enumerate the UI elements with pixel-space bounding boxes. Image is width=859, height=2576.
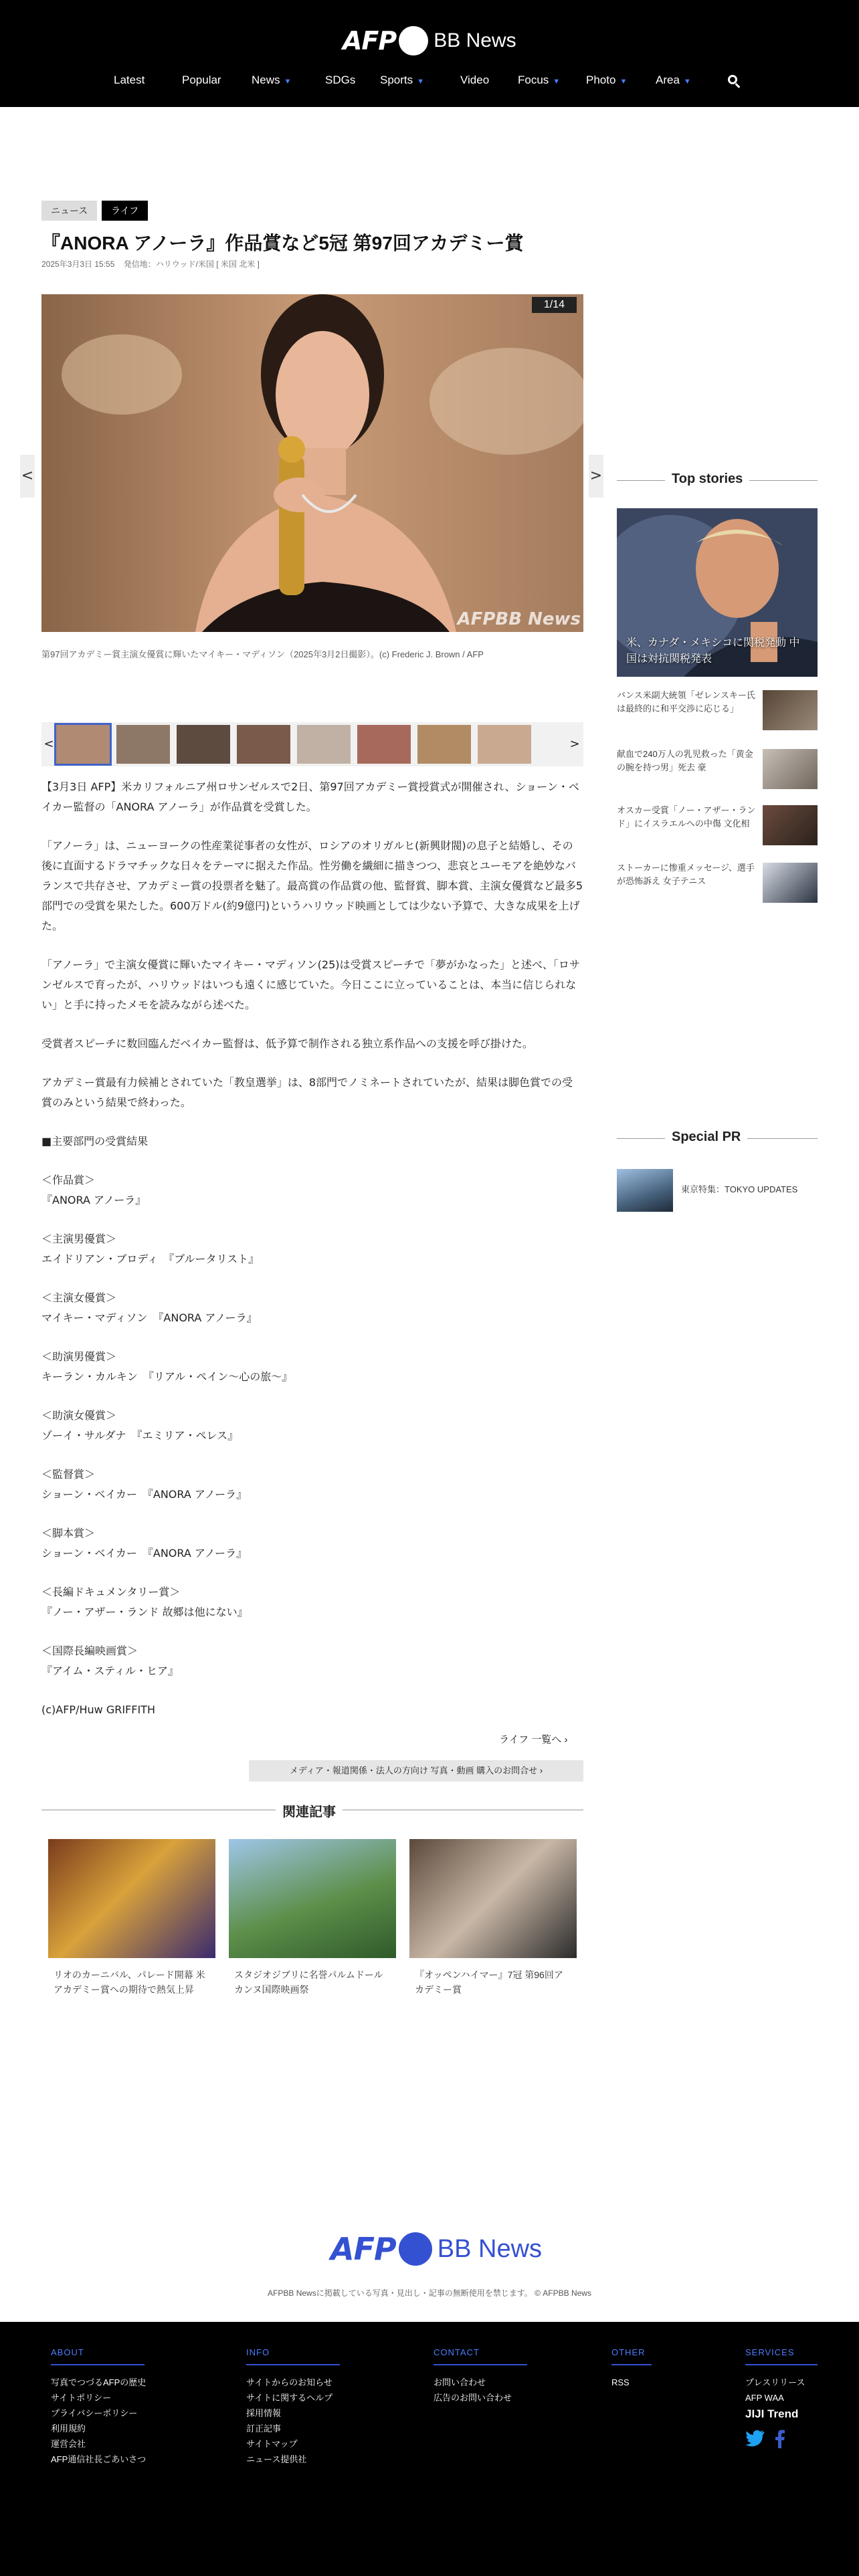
footer-logo-bb: BB News: [437, 2234, 543, 2263]
side-story[interactable]: [617, 804, 818, 848]
nav-latest[interactable]: [114, 74, 145, 87]
nav-sdgs[interactable]: [325, 74, 355, 87]
side-story-text: オスカー受賞「ノー・アザー・ランド」にイスラエルへの中傷 文化相: [617, 805, 756, 829]
chevron-down-icon: ▼: [619, 78, 628, 86]
footer-link[interactable]: 訂正記事: [246, 2424, 282, 2434]
top-stories-title: Top stories: [665, 471, 749, 487]
footer-link[interactable]: お問い合わせ: [434, 2377, 486, 2387]
main-photo[interactable]: [41, 294, 583, 632]
facebook-icon[interactable]: [775, 2430, 785, 2448]
award-winner: エイドリアン・ブロディ 『ブルータリスト』: [41, 1253, 260, 1265]
footer-col-contact: [434, 2347, 527, 2405]
footer-link[interactable]: 利用規約: [51, 2424, 86, 2434]
purchase-inquiry-button[interactable]: [249, 1760, 583, 1782]
nav-focus[interactable]: [518, 74, 560, 87]
top-story-card[interactable]: [617, 508, 818, 677]
footer-link[interactable]: サイトマップ: [246, 2439, 298, 2449]
article-credit: (c)AFP/Huw GRIFFITH: [41, 1703, 155, 1716]
award-category: ＜主演女優賞＞: [41, 1291, 117, 1304]
side-story-image: [763, 805, 818, 845]
thumbnail[interactable]: [478, 725, 531, 764]
footer-link[interactable]: AFP WAA: [745, 2393, 784, 2403]
thumb-prev-icon[interactable]: <: [43, 737, 54, 751]
footer-head: OTHER: [611, 2347, 652, 2365]
side-story-text: ストーカーに惨重メッセージ、選手が恐怖訴え 女子テニス: [617, 863, 755, 886]
nav-label: Focus: [518, 74, 549, 86]
thumbnail-strip: [41, 722, 583, 766]
award-winner: ショーン・ベイカー 『ANORA アノーラ』: [41, 1547, 248, 1560]
side-story-text: バンス米副大統領「ゼレンスキー氏は最終的に和平交渉に応じる」: [617, 690, 755, 714]
social-links: [745, 2430, 818, 2448]
site-header: [0, 0, 859, 107]
jiji-trend-link[interactable]: JIJI Trend: [745, 2407, 799, 2420]
award-category: ＜国際長編映画賞＞: [41, 1644, 138, 1657]
photo-counter: 1/14: [532, 297, 577, 313]
search-icon[interactable]: [728, 75, 737, 84]
award-category: ＜助演男優賞＞: [41, 1350, 117, 1363]
award-category: ＜作品賞＞: [41, 1174, 96, 1186]
footer-logo[interactable]: [330, 2231, 542, 2267]
article-meta: [41, 258, 266, 270]
related-item[interactable]: [409, 1839, 577, 1997]
pr-image: [617, 1169, 673, 1212]
article-title: 『ANORA アノーラ』作品賞など5冠 第97回アカデミー賞: [41, 233, 524, 253]
footer-col-services: [745, 2347, 818, 2448]
award-category: ＜長編ドキュメンタリー賞＞: [41, 1586, 181, 1598]
footer-head: ABOUT: [51, 2347, 145, 2365]
list-link[interactable]: [499, 1732, 567, 1746]
award-entry: [41, 1288, 583, 1328]
award-category: ＜監督賞＞: [41, 1468, 96, 1481]
nav-video[interactable]: [460, 74, 489, 87]
twitter-icon[interactable]: [745, 2430, 765, 2447]
award-entry: [41, 1406, 583, 1446]
award-winner: キーラン・カルキン 『リアル・ペイン〜心の旅〜』: [41, 1370, 293, 1383]
related-image: [409, 1839, 577, 1958]
article-date: 2025年3月3日 15:55: [41, 259, 115, 269]
footer-link[interactable]: RSS: [611, 2377, 630, 2387]
footer-link[interactable]: AFP通信社長ごあいさつ: [51, 2454, 147, 2464]
award-entry: [41, 1229, 583, 1269]
logo-bb-text: BB News: [434, 29, 516, 51]
related-item[interactable]: [229, 1839, 396, 1997]
footer-col-info: [246, 2347, 340, 2467]
thumb-next-icon[interactable]: >: [569, 737, 580, 751]
photo-caption: 第97回アカデミー賞主演女優賞に輝いたマイキー・マディソン（2025年3月2日撮影）。(c) Frederic J. Brown / AFP: [41, 649, 484, 659]
related-text: 『オッペンハイマー』7冠 第96回アカデミー賞: [415, 1969, 563, 1995]
related-image: [229, 1839, 396, 1958]
nav-sports[interactable]: [380, 74, 424, 87]
side-story[interactable]: [617, 748, 818, 792]
article-paragraph: ■主要部門の受賞結果: [41, 1135, 149, 1148]
award-entry: [41, 1523, 583, 1564]
footer-head: SERVICES: [745, 2347, 818, 2365]
related-item[interactable]: [48, 1839, 215, 1997]
nav-label: Video: [460, 74, 490, 86]
side-story[interactable]: [617, 861, 818, 905]
nav-label: SDGs: [325, 74, 356, 86]
tag-news[interactable]: ニュース: [41, 201, 97, 221]
article-body: [41, 777, 583, 1739]
footer-link[interactable]: サイトに関するヘルプ: [246, 2393, 333, 2403]
related-image: [48, 1839, 215, 1958]
chevron-down-icon: ▼: [553, 78, 561, 86]
article-location: 発信地：ハリウッド/米国 [ 米国 北米 ]: [123, 259, 260, 269]
pr-item[interactable]: [617, 1169, 818, 1213]
award-winner: ゾーイ・サルダナ 『エミリア・ペレス』: [41, 1429, 239, 1442]
footer-logo-afp: AFP: [330, 2231, 396, 2267]
award-entry: [41, 1465, 583, 1505]
footer-logo-dot-icon: [399, 2232, 432, 2266]
chevron-down-icon: ▼: [683, 78, 691, 86]
footer-link[interactable]: 運営会社: [51, 2439, 86, 2449]
tag-life[interactable]: ライフ: [102, 201, 148, 221]
side-story-image: [763, 863, 818, 903]
award-category: ＜脚本賞＞: [41, 1527, 96, 1539]
related-title: 関連記事: [276, 1801, 343, 1820]
footer-head: INFO: [246, 2347, 340, 2365]
nav-popular[interactable]: [182, 74, 221, 87]
footer-link[interactable]: プレスリリース: [745, 2377, 805, 2387]
award-category: ＜助演女優賞＞: [41, 1409, 117, 1422]
award-entry: [41, 1582, 583, 1622]
award-entry: [41, 1170, 583, 1210]
article-paragraph: 「アノーラ」は、ニューヨークの性産業従事者の女性が、ロシアのオリガルヒ(新興財閥)の息子と結婚し、その後に直面するドラマチックな日々をテーマに据えた作品。性労働を繊細に描きつつ、悲哀とユーモアを絶妙なバランスで共存させ、アカデミー賞の投票者を魅了。最高賞の作品賞の他、監督賞、脚本賞、主演女優賞など最多5部門での受賞を果たした。600万ドル(約9億円)というハリウッド映画としては少ない予算で、大きな成果を上げた。: [41, 839, 583, 932]
article-paragraph: 【3月3日 AFP】米カリフォルニア州ロサンゼルスで2日、第97回アカデミー賞授賞式が開催され、ショーン・ベイカー監督の「ANORA アノーラ」が作品賞を受賞した。: [41, 780, 579, 813]
nav-label: News: [252, 74, 280, 86]
pr-text: 東京特集：TOKYO UPDATES: [681, 1184, 798, 1194]
nav-area[interactable]: [656, 74, 691, 87]
thumbnail[interactable]: [357, 725, 411, 764]
side-story-text: 献血で240万人の乳児救った「黄金の腕を持つ男」死去 豪: [617, 749, 753, 772]
article-paragraph: アカデミー賞最有力候補とされていた「教皇選挙」は、8部門でノミネートされていたが、結果は脚色賞での受賞のみという結果で終わった。: [41, 1076, 573, 1109]
top-story-text: 米、カナダ・メキシコに関税発動 中国は対抗関税発表: [626, 637, 800, 665]
footer-col-other: [611, 2347, 652, 2390]
footer-col-about: [51, 2347, 146, 2467]
award-entry: [41, 1641, 583, 1681]
prev-photo-button[interactable]: <: [20, 455, 35, 498]
footer-link[interactable]: ニュース提供社: [246, 2454, 307, 2464]
thumbnail[interactable]: [417, 725, 471, 764]
site-footer: [0, 2322, 859, 2576]
nav-label: Photo: [586, 74, 616, 86]
award-winner: ショーン・ベイカー 『ANORA アノーラ』: [41, 1488, 248, 1501]
side-story-image: [763, 690, 818, 730]
next-photo-button[interactable]: >: [589, 455, 603, 498]
nav-label: Latest: [114, 74, 145, 86]
logo-dot-icon: [399, 26, 428, 56]
related-text: スタジオジブリに名誉パルムドール カンヌ国際映画祭: [234, 1969, 383, 1995]
footer-link[interactable]: 広告のお問い合わせ: [434, 2393, 512, 2403]
award-winner: 『ANORA アノーラ』: [41, 1194, 147, 1206]
nav-label: Area: [656, 74, 680, 86]
related-text: リオのカーニバル、パレード開幕 米アカデミー賞への期待で熱気上昇: [54, 1969, 205, 1995]
purchase-label: メディア・報道関係・法人の方向け 写真・動画 購入のお問合せ: [289, 1765, 538, 1776]
thumbnail[interactable]: [297, 725, 351, 764]
thumbnail[interactable]: [177, 725, 230, 764]
footer-link[interactable]: サイトポリシー: [51, 2393, 112, 2403]
article-paragraph: 受賞者スピーチに数回臨んだベイカー監督は、低予算で制作される独立系作品への支援を呼び掛けた。: [41, 1037, 533, 1050]
footer-head: CONTACT: [434, 2347, 527, 2365]
chevron-down-icon: ▼: [284, 78, 292, 86]
nav-label: Sports: [380, 74, 413, 86]
award-entry: [41, 1347, 583, 1387]
article-paragraph: 「アノーラ」で主演女優賞に輝いたマイキー・マディソン(25)は受賞スピーチで「夢がかなった」と述べ、「ロサンゼルスで育ったが、ハリウッドはいつも遠くに感じていた。今日ここに立っていることは、本当に信じられない」と手に持ったメモを読みながら述べた。: [41, 958, 580, 1011]
footer-link[interactable]: 写真でつづるAFPの歴史: [51, 2377, 147, 2387]
side-story-image: [763, 749, 818, 789]
nav-label: Popular: [182, 74, 221, 86]
award-winner: マイキー・マディソン 『ANORA アノーラ』: [41, 1311, 258, 1324]
chevron-right-icon: ›: [539, 1765, 543, 1776]
award-category: ＜主演男優賞＞: [41, 1232, 117, 1245]
award-winner: 『ノー・アザー・ランド 故郷は他にない』: [41, 1606, 248, 1618]
special-pr-title: Special PR: [665, 1130, 747, 1145]
thumbnail[interactable]: [56, 725, 110, 764]
nav-photo[interactable]: [586, 74, 627, 87]
side-story[interactable]: [617, 689, 818, 733]
copyright: AFPBB Newsに掲載している写真・見出し・記事の無断使用を禁じます。 © AFPBB News: [268, 2288, 591, 2298]
main-nav: [0, 70, 859, 94]
chevron-down-icon: ▼: [417, 78, 425, 86]
site-logo[interactable]: [343, 24, 516, 58]
chevron-right-icon: ›: [564, 1734, 568, 1745]
footer-link[interactable]: サイトからのお知らせ: [246, 2377, 332, 2387]
watermark: AFPBB News: [457, 609, 581, 629]
logo-afp-text: AFP: [343, 26, 397, 56]
thumbnail[interactable]: [237, 725, 290, 764]
award-winner: 『アイム・スティル・ヒア』: [41, 1665, 179, 1677]
footer-link[interactable]: プライバシーポリシー: [51, 2408, 138, 2418]
main-photo-image: [41, 294, 583, 632]
footer-link[interactable]: 採用情報: [246, 2408, 282, 2418]
list-link-label: ライフ 一覧へ: [499, 1734, 562, 1745]
thumbnail[interactable]: [116, 725, 170, 764]
nav-news[interactable]: [252, 74, 291, 87]
